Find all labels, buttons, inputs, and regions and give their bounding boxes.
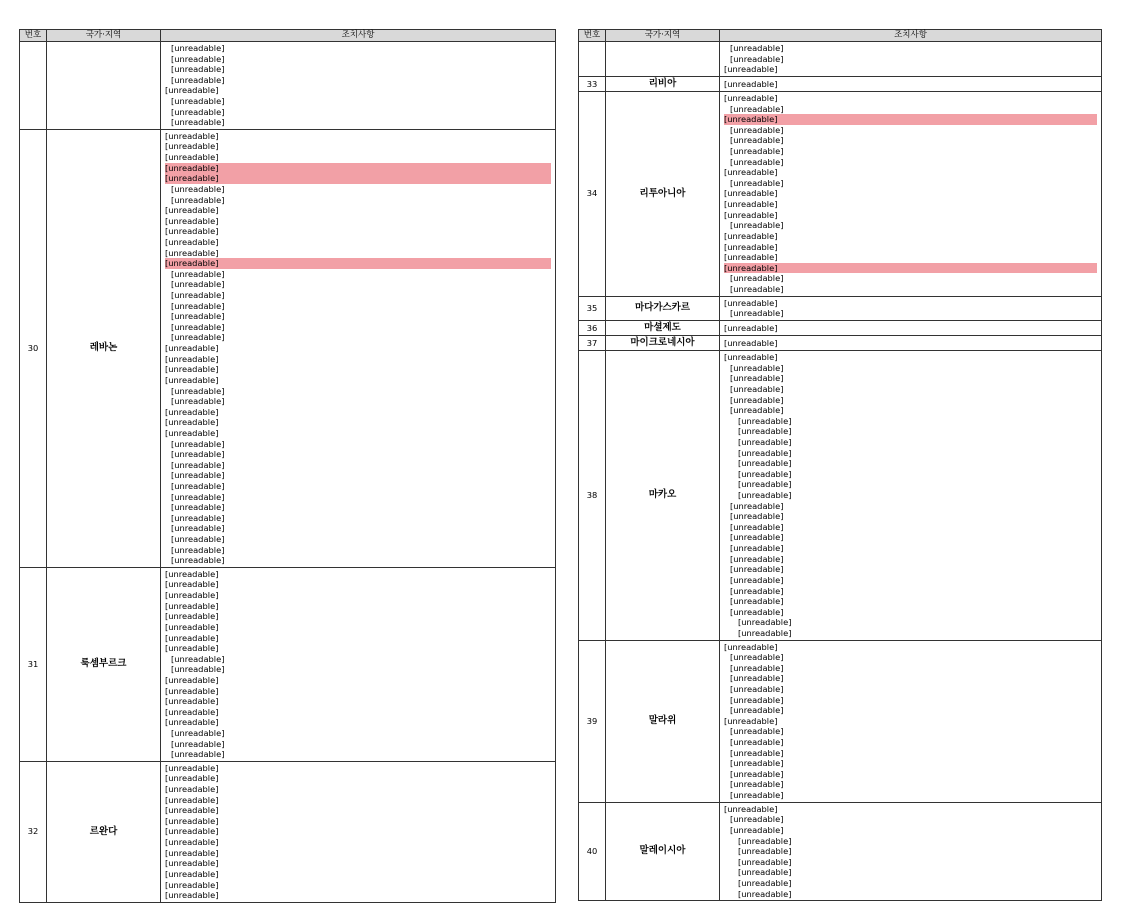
measure-line: [unreadable] xyxy=(165,762,219,773)
measure-line: [unreadable] xyxy=(738,627,792,638)
measure-line: [unreadable] xyxy=(730,53,784,64)
row-number: 36 xyxy=(579,320,606,335)
measure-line: [unreadable] xyxy=(165,215,219,226)
measure-line: [unreadable] xyxy=(171,43,225,53)
measure-line: [unreadable] xyxy=(165,773,219,784)
row-number xyxy=(579,42,606,77)
measure-line: [unreadable] xyxy=(730,177,784,188)
measure-line: [unreadable] xyxy=(171,385,225,396)
measure-line: [unreadable] xyxy=(165,826,219,837)
measure-line: [unreadable] xyxy=(171,194,225,205)
table-row xyxy=(20,42,556,130)
measure-line: [unreadable] xyxy=(171,544,225,555)
measure-line: [unreadable] xyxy=(724,803,778,814)
measure-line: [unreadable] xyxy=(171,555,225,566)
measure-line: [unreadable] xyxy=(724,337,778,348)
measure-line: [unreadable] xyxy=(730,124,784,135)
measure-line: [unreadable] xyxy=(724,641,778,652)
measure-line: [unreadable] xyxy=(724,297,778,308)
measure-line: [unreadable] xyxy=(171,183,225,194)
measure-line: [unreadable] xyxy=(738,458,792,469)
measure-line: [unreadable] xyxy=(730,705,784,716)
country-name: 르완다 xyxy=(47,761,161,902)
measure-line: [unreadable] xyxy=(171,491,225,502)
measure-line: [unreadable] xyxy=(171,106,225,117)
measure-line: [unreadable] xyxy=(730,768,784,779)
measure-line: [unreadable] xyxy=(738,468,792,479)
country-name: 리투아니아 xyxy=(606,91,720,296)
measure-line: [unreadable] xyxy=(165,236,219,247)
measure-line: [unreadable] xyxy=(730,779,784,790)
measure-line: [unreadable] xyxy=(730,747,784,758)
measures-cell xyxy=(720,91,1102,296)
measure-line: [unreadable] xyxy=(165,815,219,826)
table-row xyxy=(579,351,1102,640)
measure-line: [unreadable] xyxy=(165,890,219,901)
measure-line: [unreadable] xyxy=(724,715,778,726)
measure-line: [unreadable] xyxy=(171,96,225,107)
country-name: 마카오 xyxy=(606,351,720,640)
measures-cell xyxy=(720,42,1102,77)
measure-line: [unreadable] xyxy=(724,167,778,178)
header-number: 번호 xyxy=(20,30,47,42)
row-number: 31 xyxy=(20,567,47,761)
measures-cell xyxy=(720,802,1102,900)
measure-line: [unreadable] xyxy=(730,596,784,607)
measure-line: [unreadable] xyxy=(730,156,784,167)
measure-line: [unreadable] xyxy=(171,470,225,481)
measure-line: [unreadable] xyxy=(724,114,1097,125)
row-number: 39 xyxy=(579,640,606,802)
measures-cell xyxy=(720,296,1102,320)
country-name: 룩셈부르크 xyxy=(47,567,161,761)
measures-cell xyxy=(161,567,556,761)
row-number: 33 xyxy=(579,76,606,91)
measure-line: [unreadable] xyxy=(165,353,219,364)
measure-line: [unreadable] xyxy=(165,247,219,258)
measure-line: [unreadable] xyxy=(730,532,784,543)
measures-cell xyxy=(720,335,1102,350)
header-country: 국가·지역 xyxy=(47,30,161,42)
measure-line: [unreadable] xyxy=(165,706,219,717)
measure-line: [unreadable] xyxy=(738,490,792,501)
country-name xyxy=(47,42,161,130)
row-number: 30 xyxy=(20,129,47,567)
header-number: 번호 xyxy=(579,30,606,42)
measure-line: [unreadable] xyxy=(171,300,225,311)
measure-line: [unreadable] xyxy=(730,521,784,532)
country-name: 말레이시아 xyxy=(606,802,720,900)
measure-line: [unreadable] xyxy=(171,749,225,760)
measure-line: [unreadable] xyxy=(730,574,784,585)
measure-line: [unreadable] xyxy=(165,717,219,728)
measure-line: [unreadable] xyxy=(165,579,219,590)
measure-line: [unreadable] xyxy=(730,103,784,114)
country-name: 레바논 xyxy=(47,129,161,567)
measure-line: [unreadable] xyxy=(165,163,551,174)
measure-line: [unreadable] xyxy=(165,141,219,152)
measure-line: [unreadable] xyxy=(730,606,784,617)
measure-line: [unreadable] xyxy=(165,173,551,184)
measure-line: [unreadable] xyxy=(730,283,784,294)
measure-line: [unreadable] xyxy=(171,653,225,664)
measure-line: [unreadable] xyxy=(738,867,792,878)
measures-cell xyxy=(161,761,556,902)
measure-line: [unreadable] xyxy=(730,273,784,284)
measure-line: [unreadable] xyxy=(165,879,219,890)
measure-line: [unreadable] xyxy=(730,511,784,522)
measure-line: [unreadable] xyxy=(165,343,219,354)
table-row xyxy=(579,76,1102,91)
country-name: 마이크로네시아 xyxy=(606,335,720,350)
table-row xyxy=(20,567,556,761)
header-measures: 조치사항 xyxy=(720,30,1102,42)
measure-line: [unreadable] xyxy=(738,415,792,426)
measure-line: [unreadable] xyxy=(724,209,778,220)
measures-cell xyxy=(161,129,556,567)
row-number: 38 xyxy=(579,351,606,640)
measure-line: [unreadable] xyxy=(165,868,219,879)
row-number: 32 xyxy=(20,761,47,902)
measure-line: [unreadable] xyxy=(738,835,792,846)
measure-line: [unreadable] xyxy=(730,500,784,511)
country-name: 마다가스카르 xyxy=(606,296,720,320)
measure-line: [unreadable] xyxy=(165,374,219,385)
measure-line: [unreadable] xyxy=(730,790,784,801)
measure-line: [unreadable] xyxy=(730,737,784,748)
table-row xyxy=(20,129,556,567)
measure-line: [unreadable] xyxy=(738,846,792,857)
measure-line: [unreadable] xyxy=(171,502,225,513)
measure-line: [unreadable] xyxy=(730,662,784,673)
measure-line: [unreadable] xyxy=(171,332,225,343)
measure-line: [unreadable] xyxy=(165,205,219,216)
measure-line: [unreadable] xyxy=(171,449,225,460)
measure-line: [unreadable] xyxy=(165,85,219,96)
table-row xyxy=(579,91,1102,296)
measure-line: [unreadable] xyxy=(171,53,225,64)
measure-line: [unreadable] xyxy=(738,617,792,628)
row-number: 34 xyxy=(579,91,606,296)
measure-line: [unreadable] xyxy=(165,152,219,163)
measure-line: [unreadable] xyxy=(165,837,219,848)
measure-line: [unreadable] xyxy=(171,64,225,75)
measure-line: [unreadable] xyxy=(165,406,219,417)
measures-cell xyxy=(720,76,1102,91)
measure-line: [unreadable] xyxy=(171,74,225,85)
measure-line: [unreadable] xyxy=(730,308,784,319)
measure-line: [unreadable] xyxy=(730,394,784,405)
measure-line: [unreadable] xyxy=(165,847,219,858)
measure-line: [unreadable] xyxy=(171,311,225,322)
measure-line: [unreadable] xyxy=(165,611,219,622)
measure-line: [unreadable] xyxy=(171,738,225,749)
measure-line: [unreadable] xyxy=(165,427,219,438)
measure-line: [unreadable] xyxy=(730,814,784,825)
measure-line: [unreadable] xyxy=(171,459,225,470)
table-header-row xyxy=(579,30,1102,42)
measure-line: [unreadable] xyxy=(730,683,784,694)
measure-line: [unreadable] xyxy=(730,383,784,394)
measure-line: [unreadable] xyxy=(730,585,784,596)
measure-line: [unreadable] xyxy=(165,805,219,816)
table-row xyxy=(579,320,1102,335)
table-row xyxy=(579,42,1102,77)
measure-line: [unreadable] xyxy=(730,553,784,564)
measure-line: [unreadable] xyxy=(165,417,219,428)
measure-line: [unreadable] xyxy=(730,543,784,554)
country-name: 리비아 xyxy=(606,76,720,91)
measure-line: [unreadable] xyxy=(171,664,225,675)
table-row xyxy=(579,296,1102,320)
country-name xyxy=(606,42,720,77)
measure-line: [unreadable] xyxy=(165,130,219,141)
measure-line: [unreadable] xyxy=(165,685,219,696)
measures-cell xyxy=(720,320,1102,335)
measure-line: [unreadable] xyxy=(171,534,225,545)
measure-line: [unreadable] xyxy=(165,568,219,579)
left-measures-table xyxy=(19,29,556,903)
measure-line: [unreadable] xyxy=(165,632,219,643)
measure-line: [unreadable] xyxy=(165,600,219,611)
row-number: 40 xyxy=(579,802,606,900)
measure-line: [unreadable] xyxy=(738,447,792,458)
row-number xyxy=(20,42,47,130)
measure-line: [unreadable] xyxy=(724,230,778,241)
measure-line: [unreadable] xyxy=(165,258,551,269)
header-measures: 조치사항 xyxy=(161,30,556,42)
table-row xyxy=(579,640,1102,802)
header-country: 국가·지역 xyxy=(606,30,720,42)
table-row xyxy=(579,335,1102,350)
measure-line: [unreadable] xyxy=(724,263,1097,274)
measure-line: [unreadable] xyxy=(171,279,225,290)
measure-line: [unreadable] xyxy=(165,621,219,632)
measure-line: [unreadable] xyxy=(730,146,784,157)
measure-line: [unreadable] xyxy=(165,643,219,654)
measure-line: [unreadable] xyxy=(730,564,784,575)
measure-line: [unreadable] xyxy=(165,784,219,795)
measure-line: [unreadable] xyxy=(171,268,225,279)
country-name: 말라위 xyxy=(606,640,720,802)
measure-line: [unreadable] xyxy=(165,226,219,237)
measure-line: [unreadable] xyxy=(738,436,792,447)
measure-line: [unreadable] xyxy=(171,480,225,491)
measure-line: [unreadable] xyxy=(171,512,225,523)
measure-line: [unreadable] xyxy=(165,696,219,707)
country-name: 마셜제도 xyxy=(606,320,720,335)
measure-line: [unreadable] xyxy=(724,78,778,89)
measure-line: [unreadable] xyxy=(730,43,784,53)
measure-line: [unreadable] xyxy=(730,758,784,769)
measure-line: [unreadable] xyxy=(730,135,784,146)
measure-line: [unreadable] xyxy=(730,362,784,373)
measure-line: [unreadable] xyxy=(171,290,225,301)
measure-line: [unreadable] xyxy=(730,652,784,663)
measure-line: [unreadable] xyxy=(171,321,225,332)
measures-cell xyxy=(720,640,1102,802)
measure-line: [unreadable] xyxy=(165,590,219,601)
measure-line: [unreadable] xyxy=(165,364,219,375)
measure-line: [unreadable] xyxy=(738,479,792,490)
measure-line: [unreadable] xyxy=(730,824,784,835)
measure-line: [unreadable] xyxy=(165,674,219,685)
measure-line: [unreadable] xyxy=(724,352,778,363)
measure-line: [unreadable] xyxy=(724,188,778,199)
measure-line: [unreadable] xyxy=(724,322,778,333)
table-row xyxy=(20,761,556,902)
row-number: 35 xyxy=(579,296,606,320)
measure-line: [unreadable] xyxy=(730,405,784,416)
measure-line: [unreadable] xyxy=(738,426,792,437)
right-measures-table xyxy=(578,29,1102,901)
measure-line: [unreadable] xyxy=(724,241,778,252)
measures-cell xyxy=(720,351,1102,640)
row-number: 37 xyxy=(579,335,606,350)
measure-line: [unreadable] xyxy=(724,92,778,103)
measure-line: [unreadable] xyxy=(730,373,784,384)
measure-line: [unreadable] xyxy=(738,877,792,888)
measure-line: [unreadable] xyxy=(171,438,225,449)
measures-cell xyxy=(161,42,556,130)
table-row xyxy=(579,802,1102,900)
measure-line: [unreadable] xyxy=(724,64,778,75)
measure-line: [unreadable] xyxy=(171,117,225,128)
table-header-row xyxy=(20,30,556,42)
measure-line: [unreadable] xyxy=(165,794,219,805)
measure-line: [unreadable] xyxy=(738,856,792,867)
measure-line: [unreadable] xyxy=(724,199,778,210)
measure-line: [unreadable] xyxy=(171,396,225,407)
measure-line: [unreadable] xyxy=(730,673,784,684)
measure-line: [unreadable] xyxy=(738,888,792,899)
measure-line: [unreadable] xyxy=(730,220,784,231)
measure-line: [unreadable] xyxy=(171,523,225,534)
measure-line: [unreadable] xyxy=(730,726,784,737)
measure-line: [unreadable] xyxy=(165,858,219,869)
measure-line: [unreadable] xyxy=(171,728,225,738)
measure-line: [unreadable] xyxy=(724,252,778,263)
measure-line: [unreadable] xyxy=(730,694,784,705)
